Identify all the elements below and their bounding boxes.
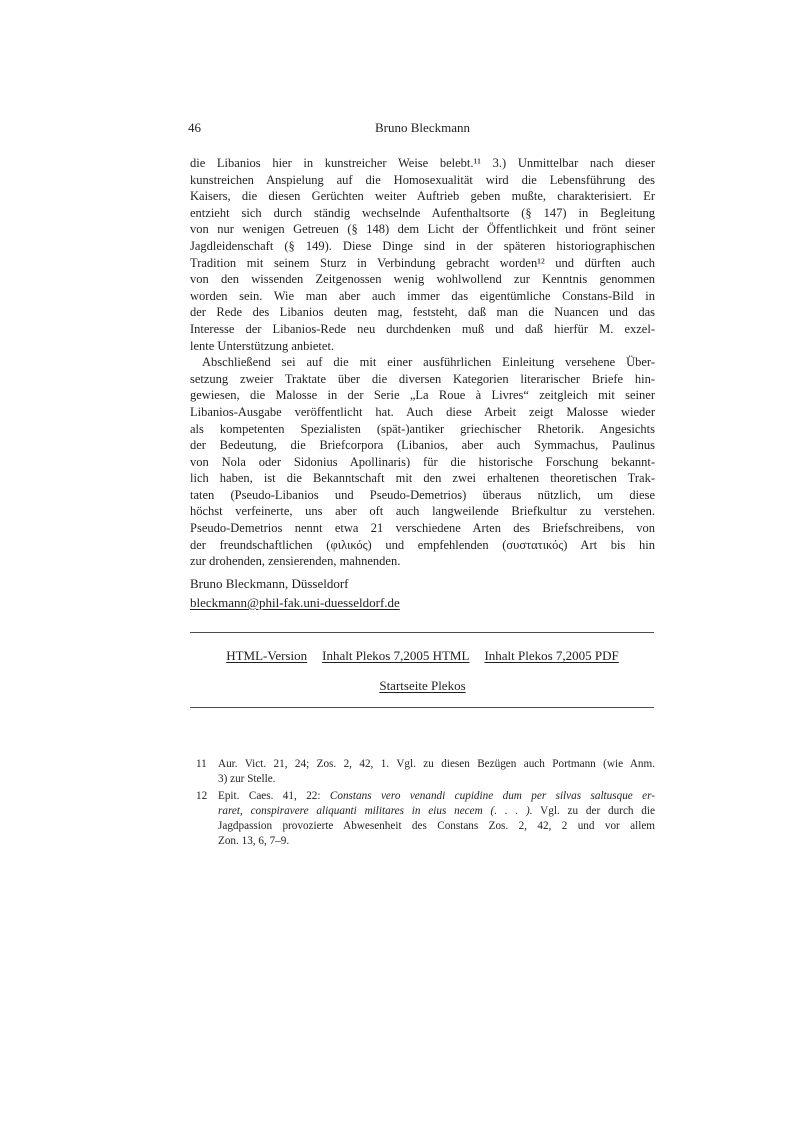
footnotes [190,757,655,851]
body-line: entzieht sich durch ständig wechselnde Aufenthaltsorte (§ 147) in Begleitung [190,205,655,220]
author-signature-block [190,575,655,612]
body-line: worden sein. Wie man aber auch immer das eigentümliche Constans-Bild in [190,288,655,303]
body-line: gewiesen, die Malosse in der Serie „La Roue à Livres“ zeitgleich mit seiner [190,388,655,403]
divider-bottom [190,707,654,708]
footnote-number: 12 [196,790,208,803]
body-line: von den wissenden Zeitgenossen wenig wohlwollend zur Kenntnis genommen [190,272,655,287]
body-line: kunstreichen Anspielung auf die Homosexualität wird die Lebensführung des [190,172,655,187]
nav-links-row [190,648,655,664]
link-inhalt-plekos-pdf[interactable]: Inhalt Plekos 7,2005 PDF [484,648,619,663]
body-line: von Nola oder Sidonius Apollinaris) für die historische Forschung bekannt- [190,454,655,469]
footnote-line: raret, conspiravere aliquanti militares in eius necem (. . . ). Vgl. zu der durch die [218,805,655,818]
footnote-11 [190,757,655,786]
body-line: lente Unterstützung anbietet. [190,338,335,353]
body-line: Abschließend sei auf die mit einer ausführlichen Einleitung versehene Über- [202,355,655,370]
footnote-line: 3) zur Stelle. [218,772,276,785]
author-email-link[interactable]: bleckmann@phil-fak.uni-duesseldorf.de [190,594,400,610]
link-startseite-plekos[interactable]: Startseite Plekos [379,678,466,693]
body-line: Pseudo-Demetrios nennt etwa 21 verschiedene Arten des Briefschreibens, von [190,521,655,536]
body-line: Libanios-Ausgabe veröffentlicht hat. Auch diese Arbeit zeigt Malosse wieder [190,404,655,419]
home-link-row [190,678,655,694]
footnote-number: 11 [196,758,207,770]
body-line: zur drohenden, zensierenden, mahnenden. [190,554,401,569]
body-line: der freundschaftlichen (φιλικός) und empfehlenden (συστατικός) Art bis hin [190,537,655,552]
body-line: als kompetenten Spezialisten (spät-)antiker griechischer Rhetorik. Angesichts [190,421,655,436]
page-number: 46 [188,120,201,135]
body-line: Kaisers, die diesen Gerüchten weiter Auftrieb geben mußte, charakterisiert. Er [190,189,655,204]
body-line: der Rede des Libanios deuten mag, feststeht, daß man die Nuancen und das [190,305,655,320]
link-inhalt-plekos-html[interactable]: Inhalt Plekos 7,2005 HTML [322,648,470,663]
body-line: höchst verfeinerte, uns aber oft auch langweilende Briefkultur zu verstehen. [190,504,655,519]
footnote-line: Aur. Vict. 21, 24; Zos. 2, 42, 1. Vgl. zu diesen Bezügen auch Portmann (wie Anm. [218,758,655,770]
footnote-line: Zon. 13, 6, 7–9. [218,834,290,847]
link-html-version[interactable]: HTML-Version [226,648,308,663]
body-line: der Bedeutung, die Briefcorpora (Libanios, aber auch Symmachus, Paulinus [190,438,655,453]
body-line: Interesse der Libanios-Rede neu durchdenken muß und daß hierfür M. exzel- [190,321,655,336]
body-line: Jagdleidenschaft (§ 149). Diese Dinge sind in der späteren historiographischen [190,238,655,253]
footnote-line: Jagdpassion provozierte Abwesenheit des Constans Zos. 2, 42, 2 und vor allem [218,819,655,832]
running-title: Bruno Bleckmann [375,120,470,135]
body-line: Tradition mit seinem Sturz in Verbindung gebracht worden¹² und dürften auch [190,255,655,270]
divider-top [190,632,654,633]
body-line: von nur wenigen Getreuen (§ 148) dem Licht der Öffentlichkeit und frönt seiner [190,222,655,237]
body-line: setzung zweier Traktate über die diversen Kategorien literarischer Briefe hin- [190,371,655,386]
author-name-line: Bruno Bleckmann, Düsseldorf [190,576,349,591]
page-header [190,120,655,136]
body-line: die Libanios hier in kunstreicher Weise belebt.¹¹ 3.) Unmittelbar nach dieser [190,156,655,170]
article-body [190,155,655,570]
author-email-row [190,594,655,613]
body-line: taten (Pseudo-Libanios und Pseudo-Demetrios) überaus nützlich, um diese [190,487,655,502]
footnote-line: Epit. Caes. 41, 22: Constans vero venandi cupidine dum per silvas saltusque er- [218,790,655,803]
body-line: lich haben, ist die Bekanntschaft mit den zwei erhaltenen theoretischen Trak- [190,471,655,486]
footnote-12 [190,789,655,848]
